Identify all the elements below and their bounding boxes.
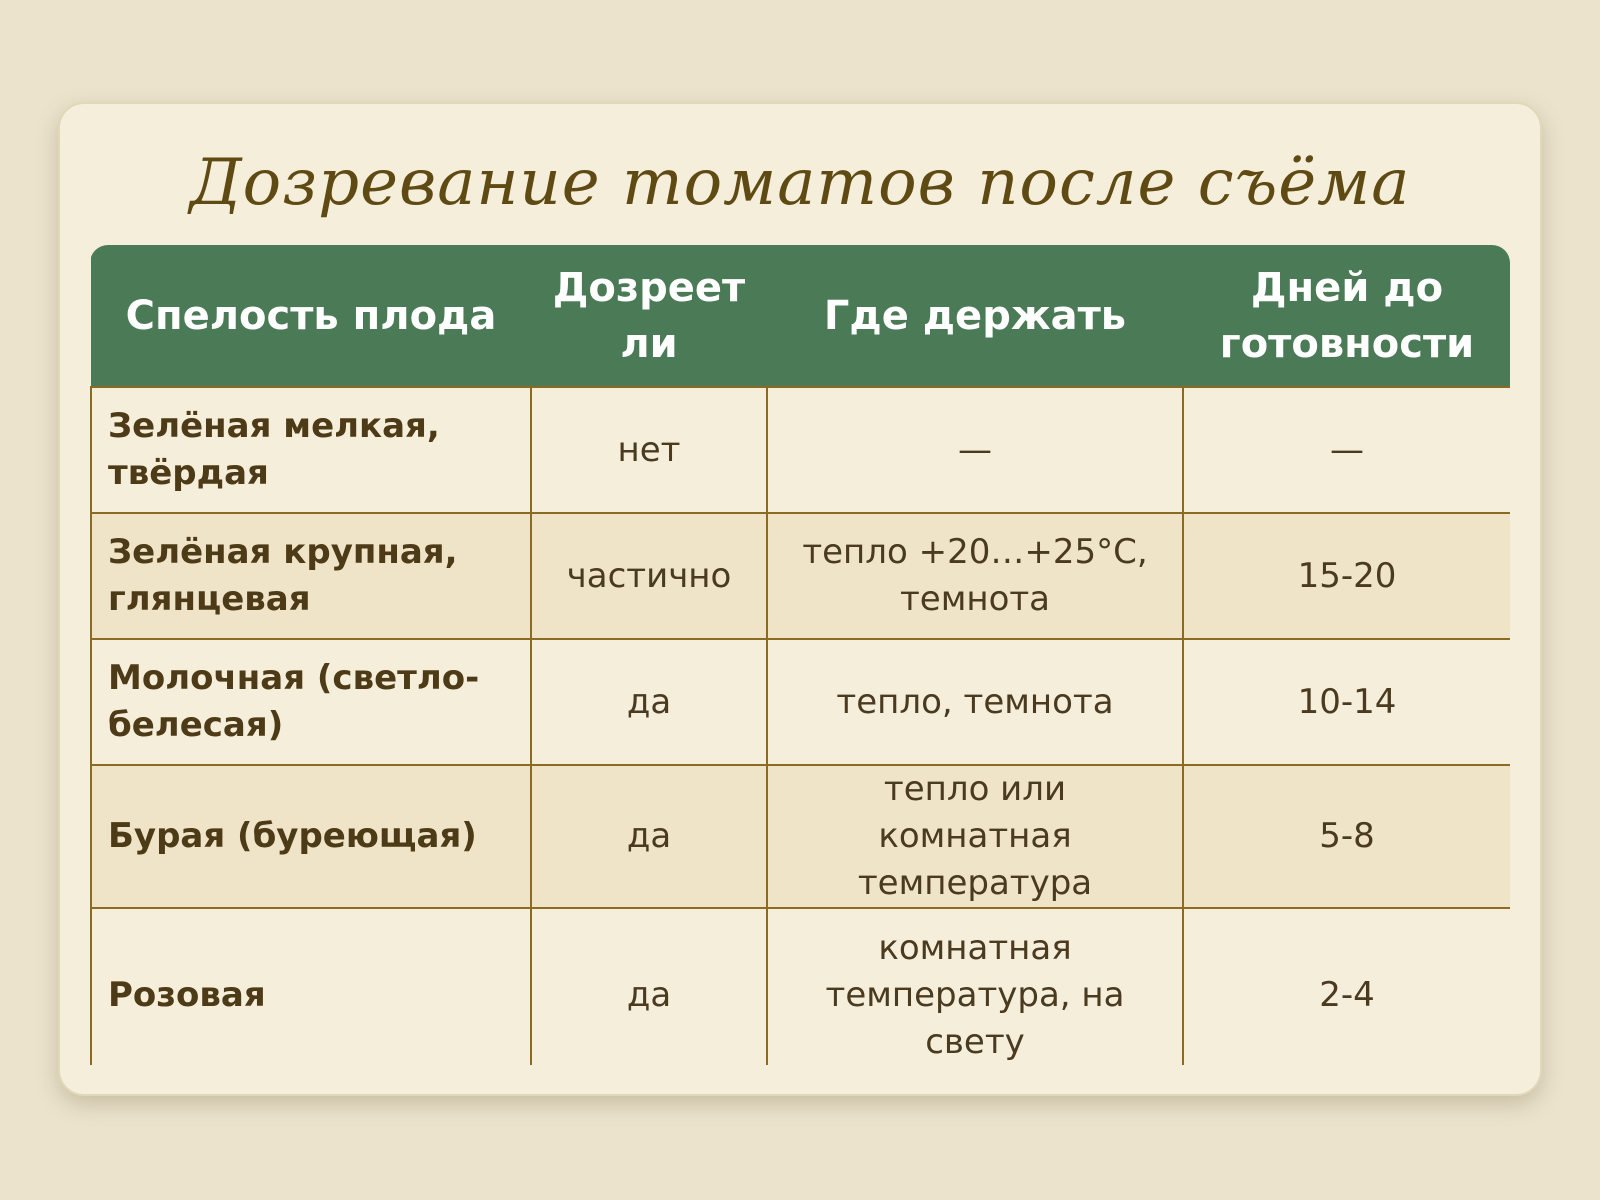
cell-where-to-keep: комнатная температура, на свету [767,908,1183,1065]
cell-will-ripen: да [531,908,767,1065]
cell-where-to-keep: тепло или комнатная температура [767,765,1183,908]
table-header-row [91,245,1510,387]
table-row [91,387,1510,513]
table-row [91,908,1510,1065]
cell-will-ripen: да [531,639,767,765]
page-title: Дозревание томатов после съёма [189,146,1411,220]
header-will-ripen: Дозреет ли [531,245,767,387]
cell-ripeness: Зелёная мелкая, твёрдая [91,387,531,513]
cell-will-ripen: частично [531,513,767,639]
cell-where-to-keep: тепло, темнота [767,639,1183,765]
cell-ripeness: Молочная (светло-белесая) [91,639,531,765]
cell-where-to-keep: — [767,387,1183,513]
cell-days: 10-14 [1183,639,1510,765]
table-row [91,639,1510,765]
cell-ripeness: Розовая [91,908,531,1065]
header-ripeness: Спелость плода [91,245,531,387]
cell-will-ripen: да [531,765,767,908]
cell-days: 5-8 [1183,765,1510,908]
cell-ripeness: Зелёная крупная, глянцевая [91,513,531,639]
header-days-to-ready: Дней до готовности [1183,245,1510,387]
table-row [91,765,1510,908]
header-where-to-keep: Где держать [767,245,1183,387]
table-row [91,513,1510,639]
cell-where-to-keep: тепло +20…+25°C, темнота [767,513,1183,639]
cell-days: 15-20 [1183,513,1510,639]
cell-days: — [1183,387,1510,513]
ripening-table [90,245,1510,1065]
cell-ripeness: Бурая (буреющая) [91,765,531,908]
ripening-table-container [90,245,1510,1065]
cell-days: 2-4 [1183,908,1510,1065]
cell-will-ripen: нет [531,387,767,513]
